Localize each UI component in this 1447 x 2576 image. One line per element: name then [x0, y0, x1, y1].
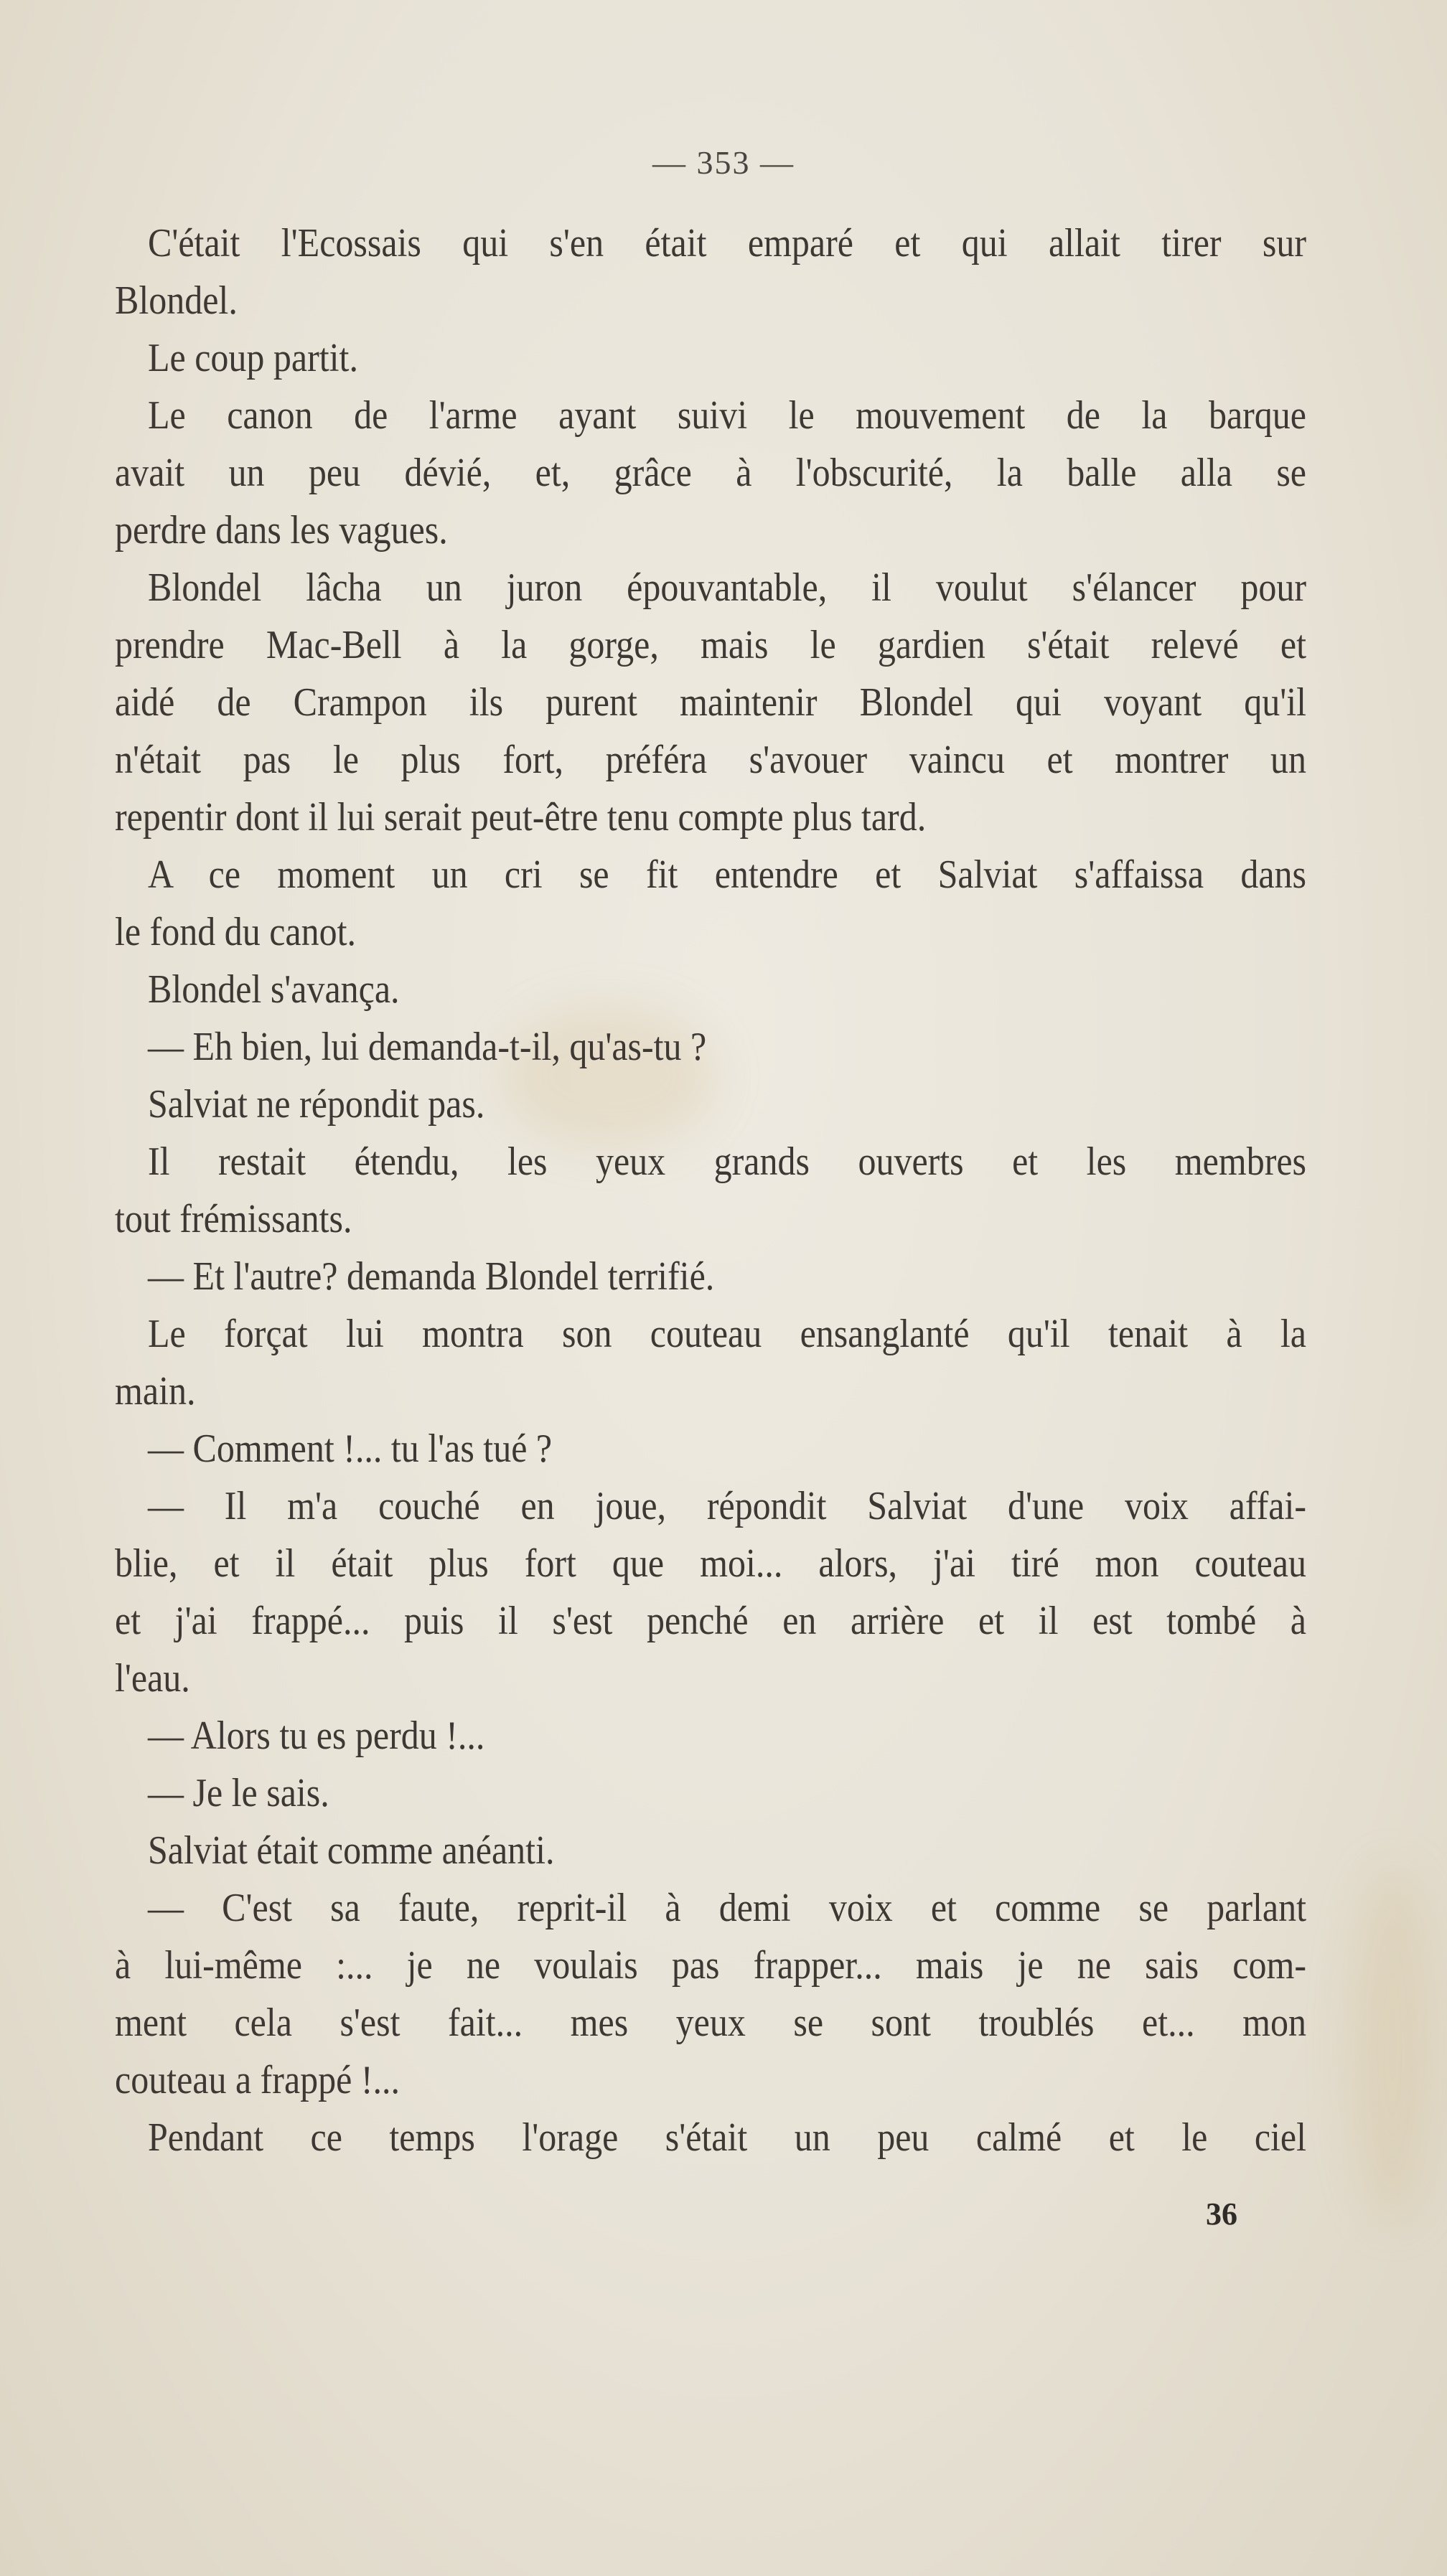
- text-line: Le coup partit.: [148, 334, 358, 380]
- text-line: Blondel.: [115, 277, 238, 323]
- text-line: avait un peu dévié, et, grâce à l'obscurité, la balle alla se: [115, 449, 1306, 495]
- text-line: — Eh bien, lui demanda-t-il, qu'as-tu ?: [148, 1023, 707, 1069]
- text-line: — Je le sais.: [148, 1769, 329, 1815]
- text-line: Salviat était comme anéanti.: [148, 1827, 555, 1873]
- body-text: [115, 214, 1306, 2166]
- text-line: Blondel lâcha un juron épouvantable, il voulut s'élancer pour: [148, 564, 1306, 610]
- text-line: Le forçat lui montra son couteau ensanglanté qu'il tenait à la: [148, 1310, 1306, 1356]
- text-line: C'était l'Ecossais qui s'en était emparé et qui allait tirer sur: [148, 220, 1306, 265]
- text-line: main.: [115, 1368, 196, 1414]
- text-line: perdre dans les vagues.: [115, 507, 448, 553]
- text-line: aidé de Crampon ils purent maintenir Blondel qui voyant qu'il: [115, 679, 1306, 725]
- text-line: et j'ai frappé... puis il s'est penché en arrière et il est tombé à: [115, 1597, 1306, 1643]
- text-line: Le canon de l'arme ayant suivi le mouvement de la barque: [148, 392, 1306, 438]
- page-number: — 353 —: [652, 144, 795, 181]
- text-line: — Il m'a couché en joue, répondit Salviat d'une voix affai-: [148, 1482, 1306, 1528]
- text-line: Il restait étendu, les yeux grands ouverts et les membres: [148, 1138, 1306, 1184]
- text-line: à lui-même :... je ne voulais pas frapper... mais je ne sais com-: [115, 1942, 1306, 1988]
- text-line: l'eau.: [115, 1655, 190, 1701]
- text-line: — Et l'autre? demanda Blondel terrifié.: [148, 1253, 715, 1299]
- paper-stain: [1349, 1866, 1436, 2224]
- text-line: prendre Mac-Bell à la gorge, mais le gardien s'était relevé et: [115, 621, 1306, 667]
- text-line: couteau a frappé !...: [115, 2056, 400, 2102]
- text-line: n'était pas le plus fort, préféra s'avouer vaincu et montrer un: [115, 736, 1306, 782]
- text-line: — C'est sa faute, reprit-il à demi voix et comme se parlant: [148, 1884, 1306, 1930]
- text-line: A ce moment un cri se fit entendre et Salviat s'affaissa dans: [148, 851, 1306, 897]
- text-line: Salviat ne répondit pas.: [148, 1081, 485, 1127]
- text-line: blie, et il était plus fort que moi... alors, j'ai tiré mon couteau: [115, 1540, 1306, 1586]
- text-line: tout frémissants.: [115, 1195, 352, 1241]
- text-line: Blondel s'avança.: [148, 966, 400, 1012]
- text-line: — Alors tu es perdu !...: [148, 1712, 485, 1758]
- text-line: — Comment !... tu l'as tué ?: [148, 1425, 553, 1471]
- text-line: Pendant ce temps l'orage s'était un peu calmé et le ciel: [148, 2114, 1306, 2160]
- text-line: ment cela s'est fait... mes yeux se sont troublés et... mon: [115, 1999, 1306, 2045]
- text-line: le fond du canot.: [115, 908, 357, 954]
- signature-mark: 36: [1206, 2196, 1237, 2232]
- text-line: repentir dont il lui serait peut-être tenu compte plus tard.: [115, 794, 927, 840]
